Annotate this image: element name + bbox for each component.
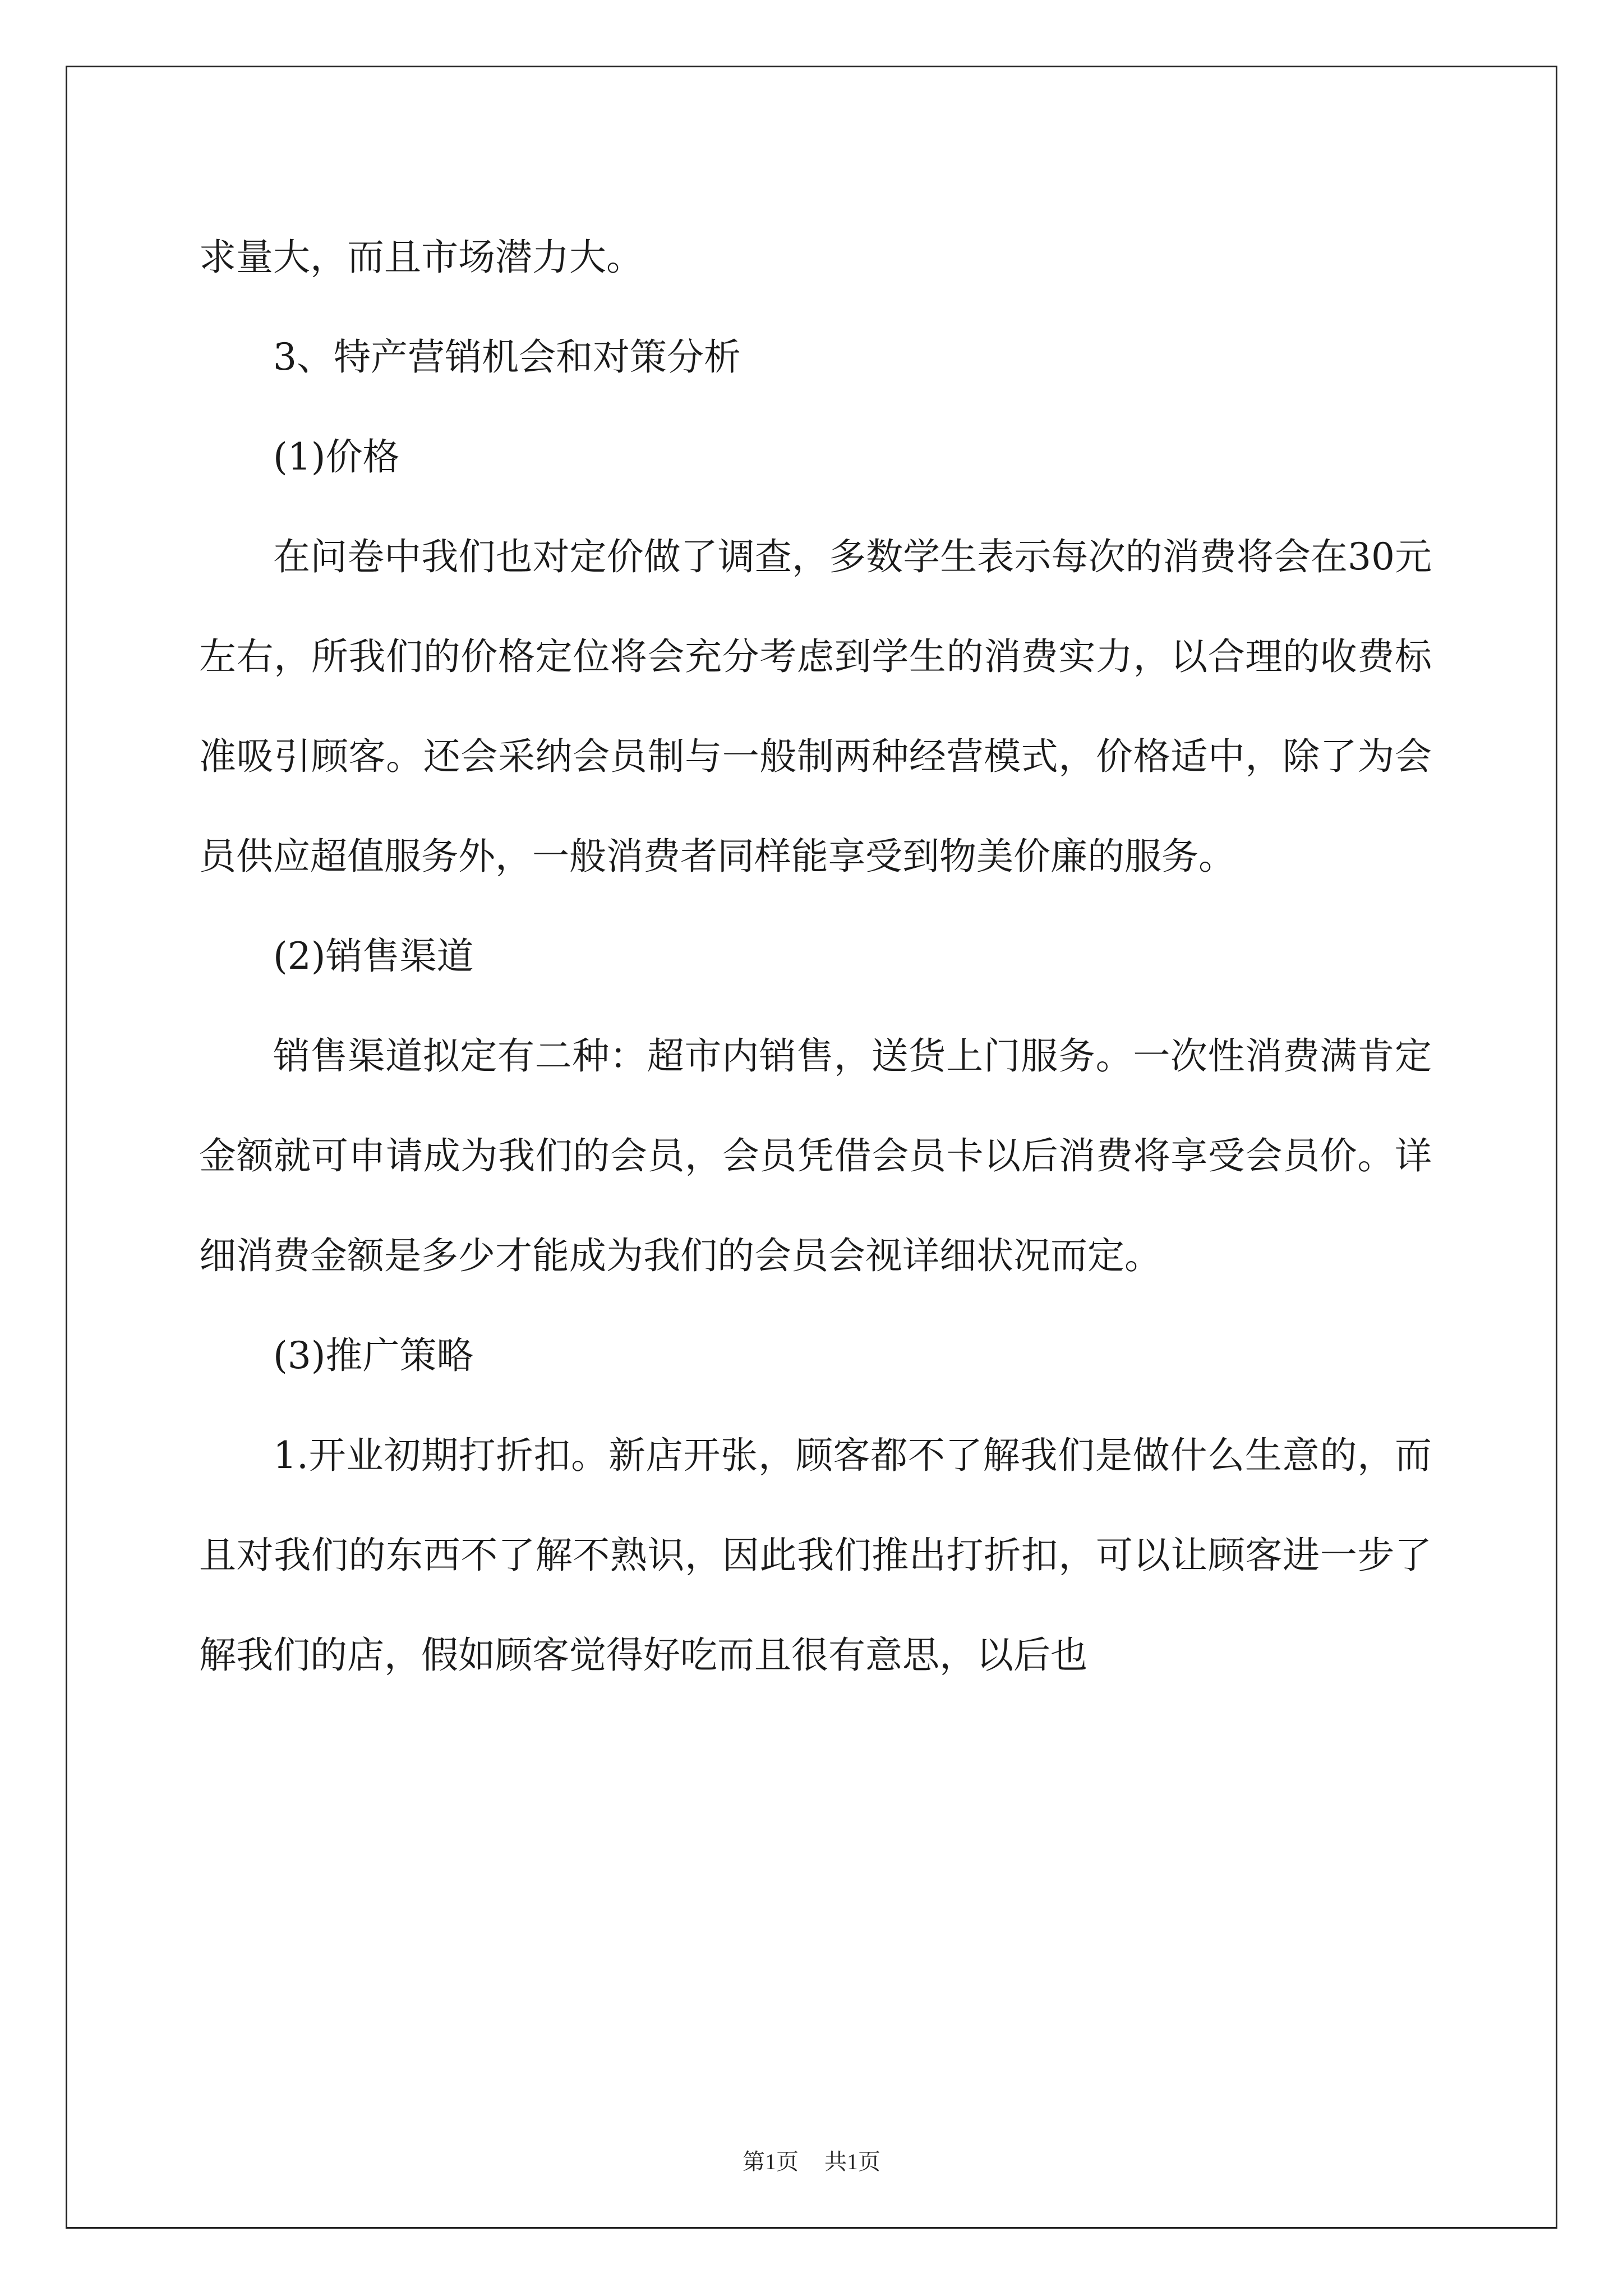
page-number: 第1页 [743,2149,799,2174]
paragraph-price: 在问卷中我们也对定价做了调查，多数学生表示每次的消费将会在30元左右，所我们的价格定位将会充分考虑到学生的消费实力，以合理的收费标准吸引顾客。还会采纳会员制与一般制两种经营模式，价格适中，除了为会员供应超值服务外，一般消费者同样能享受到物美价廉的服务。 [199,535,1432,878]
document-body [199,208,1432,1705]
paragraph-promotion: 1.开业初期打折扣。新店开张，顾客都不了解我们是做什么生意的，而且对我们的东西不了解不熟识，因此我们推出打折扣，可以让顾客进一步了解我们的店，假如顾客觉得好吃而且很有意思，以后也 [199,1434,1432,1677]
page-footer [0,2144,1623,2176]
section-heading: 3、特产营销机会和对策分析 [273,335,741,379]
page-total: 共1页 [824,2149,880,2174]
paragraph-continuation: 求量大，而且市场潜力大。 [199,236,643,279]
subheading-promotion: (3)推广策略 [273,1334,474,1377]
subheading-sales-channel: (2)销售渠道 [273,935,474,978]
paragraph-sales-channel: 销售渠道拟定有二种：超市内销售，送货上门服务。一次性消费满肯定金额就可申请成为我们的会员，会员凭借会员卡以后消费将享受会员价。详细消费金额是多少才能成为我们的会员会视详细状况而定。 [199,1034,1432,1277]
subheading-price: (1)价格 [273,435,400,478]
